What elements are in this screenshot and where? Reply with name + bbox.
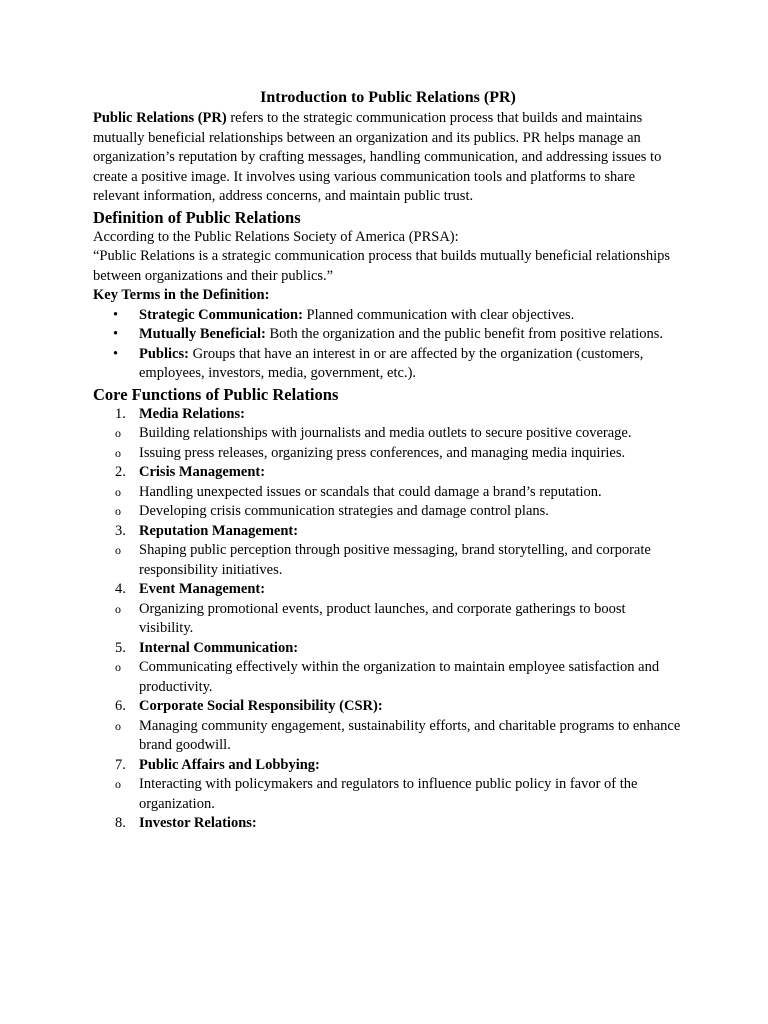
function-points-list xyxy=(93,600,683,639)
function-number: 6. xyxy=(115,698,126,714)
bullet-icon: • xyxy=(113,345,119,362)
function-point-text: Building relationships with journalists and media outlets to secure positive coverage. xyxy=(139,425,632,441)
function-points-list xyxy=(93,424,683,463)
key-term-label: Publics: xyxy=(139,345,189,362)
function-point-text: Developing crisis communication strategies and damage control plans. xyxy=(139,503,549,519)
bullet-icon: • xyxy=(113,306,119,323)
definition-quote: “Public Relations is a strategic communication process that builds mutually beneficial relationships between organizations and their publics.” xyxy=(93,248,671,284)
function-point xyxy=(93,483,683,503)
function-item xyxy=(93,639,683,659)
function-point-text: Managing community engagement, sustainability efforts, and charitable programs to enhance brand goodwill. xyxy=(139,717,681,753)
definition-source: According to the Public Relations Society of America (PRSA): xyxy=(93,228,459,245)
document-title: Introduction to Public Relations (PR) xyxy=(260,89,516,106)
function-title: Investor Relations: xyxy=(139,815,257,831)
bullet-icon: • xyxy=(113,326,119,342)
function-point-text: Communicating effectively within the organization to maintain employee satisfaction and productivity. xyxy=(139,659,660,695)
function-number: 3. xyxy=(115,522,126,539)
function-item xyxy=(93,463,683,483)
function-points-list xyxy=(93,717,683,756)
circle-bullet-icon: o xyxy=(115,718,121,733)
circle-bullet-icon: o xyxy=(115,777,121,791)
function-point xyxy=(93,502,683,522)
function-item xyxy=(93,405,683,425)
circle-bullet-icon: o xyxy=(115,660,121,674)
function-points-list xyxy=(93,483,683,522)
function-number: 8. xyxy=(115,815,126,831)
key-term-description: Planned communication with clear objectives. xyxy=(302,306,575,323)
function-point xyxy=(93,717,683,756)
key-term-item xyxy=(93,345,683,384)
function-number: 7. xyxy=(115,756,126,773)
key-term-item xyxy=(93,306,683,326)
function-points-list xyxy=(93,658,683,697)
circle-bullet-icon: o xyxy=(115,426,121,440)
function-item xyxy=(93,697,683,717)
intro-text: refers to the strategic communication process that builds and maintains mutually beneficial relationships between an organization and its publics. PR helps manage an organization’s reputation by crafting messages, handling communication, and addressing issues to create a positive image. It involves using various communication tools and platforms to share relevant information, address concerns, and maintain public trust. xyxy=(93,110,662,204)
intro-lead: Public Relations (PR) xyxy=(93,110,227,126)
circle-bullet-icon: o xyxy=(115,484,121,499)
function-title: Reputation Management: xyxy=(139,522,299,539)
key-term-label: Strategic Communication: xyxy=(139,306,303,323)
key-term-description: Both the organization and the public benefit from positive relations. xyxy=(265,326,664,342)
function-point-text: Shaping public perception through positive messaging, brand storytelling, and corporate responsibility initiatives. xyxy=(139,542,651,578)
document-page xyxy=(93,87,683,834)
function-title: Corporate Social Responsibility (CSR): xyxy=(139,698,383,714)
function-point-text: Handling unexpected issues or scandals that could damage a brand’s reputation. xyxy=(139,483,602,500)
function-title: Crisis Management: xyxy=(139,464,266,480)
function-number: 5. xyxy=(115,639,126,656)
function-point xyxy=(93,600,683,639)
function-point-text: Issuing press releases, organizing press conferences, and managing media inquiries. xyxy=(139,444,626,461)
key-term-item xyxy=(93,325,683,345)
circle-bullet-icon: o xyxy=(115,445,121,460)
function-point xyxy=(93,658,683,697)
function-number: 4. xyxy=(115,581,126,597)
function-points-list xyxy=(93,541,683,580)
function-item xyxy=(93,814,683,834)
function-item xyxy=(93,522,683,542)
key-term-description: Groups that have an interest in or are affected by the organization (customers, employees, investors, media, government, etc.). xyxy=(139,345,644,381)
function-point xyxy=(93,444,683,464)
function-title: Media Relations: xyxy=(139,405,245,422)
function-point-text: Organizing promotional events, product launches, and corporate gatherings to boost visibility. xyxy=(139,600,626,636)
function-title: Internal Communication: xyxy=(139,639,299,656)
intro-paragraph xyxy=(93,109,683,207)
functions-heading: Core Functions of Public Relations xyxy=(93,384,339,404)
functions-list xyxy=(93,405,683,834)
function-title: Public Affairs and Lobbying: xyxy=(139,756,320,773)
function-number: 1. xyxy=(115,405,126,422)
function-point-text: Interacting with policymakers and regulators to influence public policy in favor of the organization. xyxy=(139,776,638,812)
key-terms-list xyxy=(93,306,683,384)
function-title: Event Management: xyxy=(139,581,266,597)
circle-bullet-icon: o xyxy=(115,601,121,616)
circle-bullet-icon: o xyxy=(115,504,121,518)
function-point xyxy=(93,541,683,580)
key-terms-heading: Key Terms in the Definition: xyxy=(93,287,270,303)
definition-heading: Definition of Public Relations xyxy=(93,207,301,227)
circle-bullet-icon: o xyxy=(115,543,121,557)
function-item xyxy=(93,580,683,600)
function-item xyxy=(93,756,683,776)
key-term-label: Mutually Beneficial: xyxy=(139,326,266,342)
function-points-list xyxy=(93,775,683,814)
function-point xyxy=(93,424,683,444)
function-number: 2. xyxy=(115,464,126,480)
function-point xyxy=(93,775,683,814)
